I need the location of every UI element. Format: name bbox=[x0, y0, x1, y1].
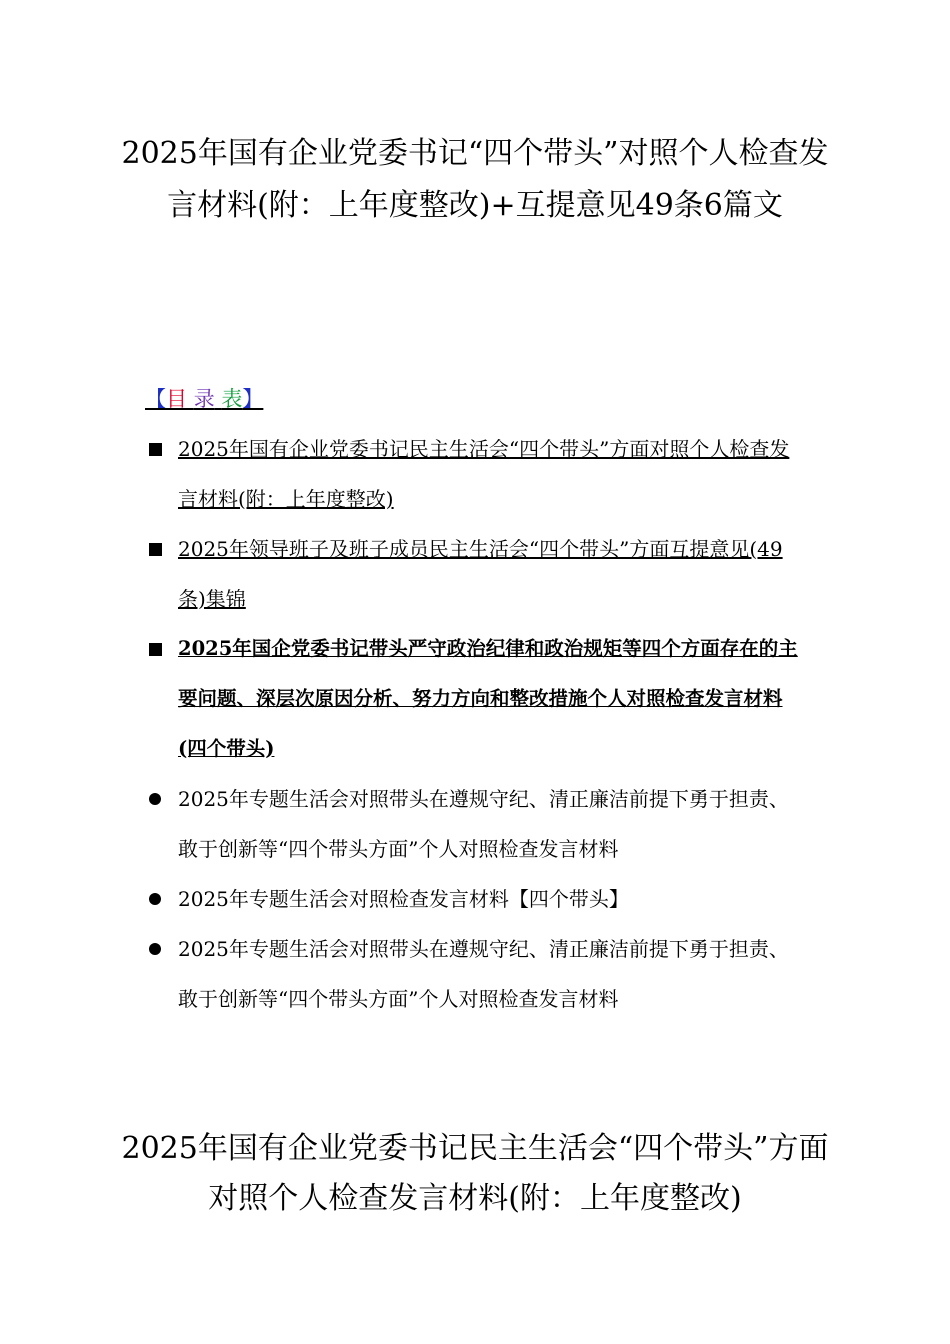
section-title: 2025年国有企业党委书记民主生活会“四个带头”方面对照个人检查发言材料(附：上年度整改) bbox=[121, 1131, 829, 1216]
toc-header-close-bracket: 】 bbox=[242, 387, 264, 411]
document-title: 2025年国有企业党委书记“四个带头”对照个人检查发言材料(附：上年度整改)+互提意见49条6篇文 bbox=[121, 136, 829, 223]
toc-item-link[interactable]: 2025年领导班子及班子成员民主生活会“四个带头”方面互提意见(49条)集锦 bbox=[178, 537, 783, 611]
toc-item-text: 2025年专题生活会对照带头在遵规守纪、清正廉洁前提下勇于担责、敢于创新等“四个带头方面”个人对照检查发言材料 bbox=[178, 937, 789, 1011]
toc-header-open-bracket: 【 bbox=[145, 387, 166, 411]
toc-item-text: 2025年专题生活会对照带头在遵规守纪、清正廉洁前提下勇于担责、敢于创新等“四个带头方面”个人对照检查发言材料 bbox=[178, 787, 789, 861]
square-bullet-icon bbox=[140, 524, 170, 574]
square-bullet-icon bbox=[140, 424, 170, 474]
round-bullet-icon bbox=[140, 924, 170, 974]
round-bullet-icon bbox=[140, 874, 170, 924]
toc-header bbox=[145, 384, 263, 414]
square-bullet-icon bbox=[140, 624, 170, 674]
toc-item-link[interactable]: 2025年国有企业党委书记民主生活会“四个带头”方面对照个人检查发言材料(附：上年度整改) bbox=[178, 437, 790, 511]
toc-header-biao: 表 bbox=[221, 387, 243, 411]
round-bullet-icon bbox=[140, 774, 170, 824]
toc-item-text: 2025年专题生活会对照检查发言材料【四个带头】 bbox=[178, 887, 629, 911]
toc-header-mu: 目 bbox=[166, 387, 187, 411]
toc-header-lu: 录 bbox=[193, 387, 215, 411]
toc-item-link[interactable]: 2025年国企党委书记带头严守政治纪律和政治规矩等四个方面存在的主要问题、深层次原因分析、努力方向和整改措施个人对照检查发言材料(四个带头) bbox=[178, 637, 798, 760]
